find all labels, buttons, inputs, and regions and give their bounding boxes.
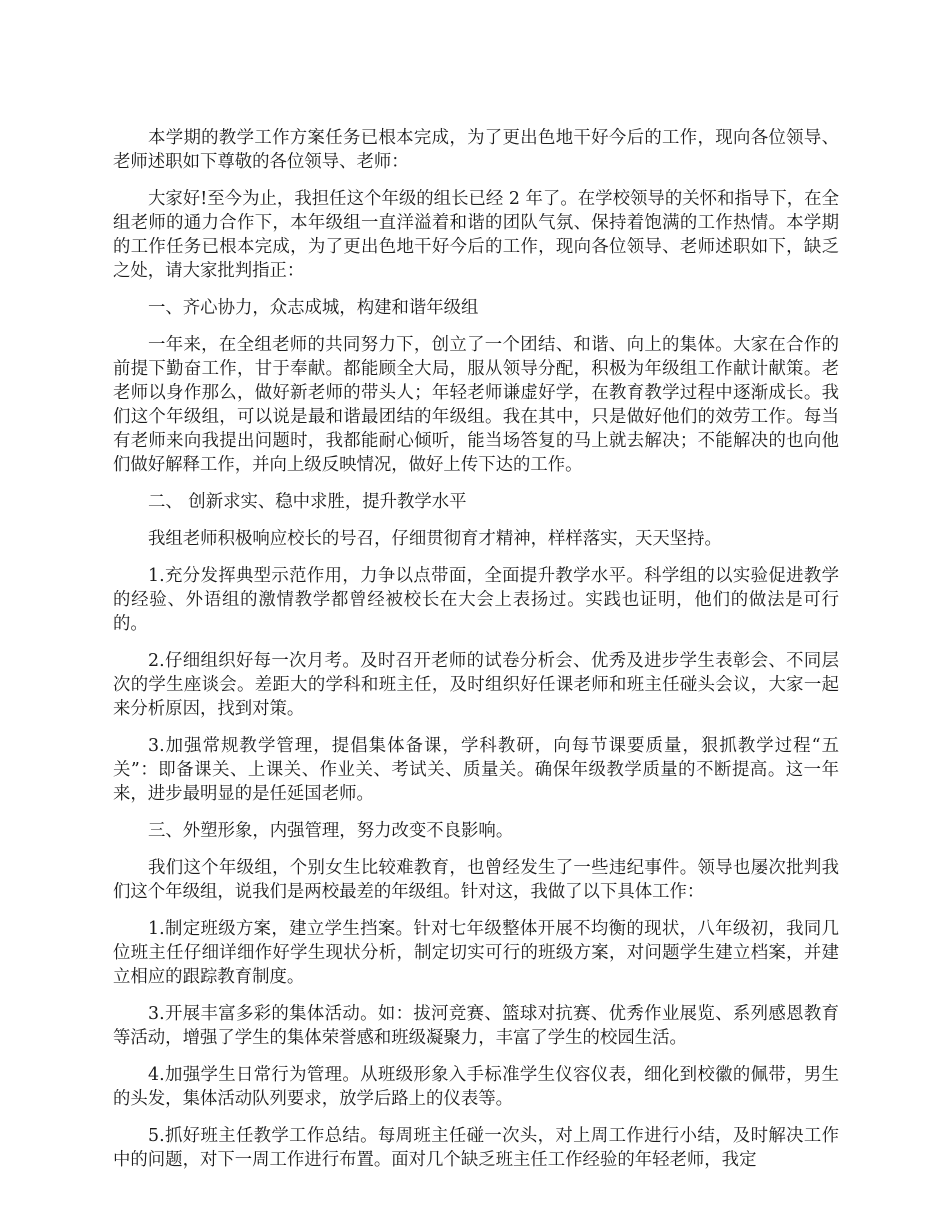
list-item: 4.加强学生日常行为管理。从班级形象入手标准学生仪容仪表，细化到校徽的佩带，男生的头发，集体活动队列要求，放学后路上的仪表等。 — [113, 1065, 839, 1109]
greeting-paragraph: 大家好!至今为止，我担任这个年级的组长已经 2 年了。在学校领导的关怀和指导下，在全组老师的通力合作下，本年级组一直洋溢着和谐的团队气氛、保持着饱满的工作热情。本学期的工作任务已根本完成，为了更出色地干好今后的工作，现向各位领导、老师述职如下，缺乏之处，请大家批判指正： — [113, 189, 839, 281]
list-item: 3.开展丰富多彩的集体活动。如：拔河竞赛、篮球对抗赛、优秀作业展览、系列感恩教育等活动，增强了学生的集体荣誉感和班级凝聚力，丰富了学生的校园生活。 — [113, 1004, 839, 1048]
list-item: 1.制定班级方案，建立学生挡案。针对七年级整体开展不均衡的现状，八年级初，我同几位班主任仔细详细作好学生现状分析，制定切实可行的班级方案，对问题学生建立档案，并建立相应的跟踪教育制度。 — [113, 919, 839, 987]
list-item: 5.抓好班主任教学工作总结。每周班主任碰一次头，对上周工作进行小结，及时解决工作中的问题，对下一周工作进行布置。面对几个缺乏班主任工作经验的年轻老师，我定 — [113, 1126, 839, 1170]
body-paragraph: 我组老师积极响应校长的号召，仔细贯彻育才精神，样样落实，天天坚持。 — [148, 529, 722, 549]
list-item: 1.充分发挥典型示范作用，力争以点带面，全面提升教学水平。科学组的以实验促进教学的经验、外语组的激情教学都曾经被校长在大会上表扬过。实践也证明，他们的做法是可行的。 — [113, 566, 839, 634]
list-item: 2.仔细组织好每一次月考。及时召开老师的试卷分析会、优秀及进步学生表彰会、不同层次的学生座谈会。差距大的学科和班主任，及时组织好任课老师和班主任碰头会议，大家一起来分析原因，找到对策。 — [113, 651, 839, 719]
section-heading-1: 一、齐心协力，众志成城，构建和谐年级组 — [148, 298, 479, 318]
intro-paragraph: 本学期的教学工作方案任务已根本完成，为了更出色地干好今后的工作，现向各位领导、老师述职如下尊敬的各位领导、老师： — [113, 128, 839, 172]
list-item: 3.加强常规教学管理，提倡集体备课，学科教研，向每节课要质量，狠抓教学过程“五关”：即备课关、上课关、作业关、考试关、质量关。确保年级教学质量的不断提高。这一年来，进步最明显的是任延国老师。 — [113, 736, 839, 804]
section-heading-2: 二、 创新求实、稳中求胜，提升教学水平 — [148, 492, 467, 512]
section-heading-3: 三、外塑形象，内强管理，努力改变不良影响。 — [148, 821, 514, 841]
body-paragraph: 一年来，在全组老师的共同努力下，创立了一个团结、和谐、向上的集体。大家在合作的前提下勤奋工作，甘于奉献。都能顾全大局，服从领导分配，积极为年级组工作献计献策。老老师以身作那么，做好新老师的带头人；年轻老师谦虚好学，在教育教学过程中逐渐成长。我们这个年级组，可以说是最和谐最团结的年级组。我在其中，只是做好他们的效劳工作。每当有老师来向我提出问题时，我都能耐心倾听，能当场答复的马上就去解决；不能解决的也向他们做好解释工作，并向上级反映情况，做好上传下达的工作。 — [113, 335, 839, 475]
document-body — [113, 126, 839, 1185]
body-paragraph: 我们这个年级组，个别女生比较难教育，也曾经发生了一些违纪事件。领导也屡次批判我们这个年级组，说我们是两校最差的年级组。针对这，我做了以下具体工作： — [113, 858, 839, 902]
